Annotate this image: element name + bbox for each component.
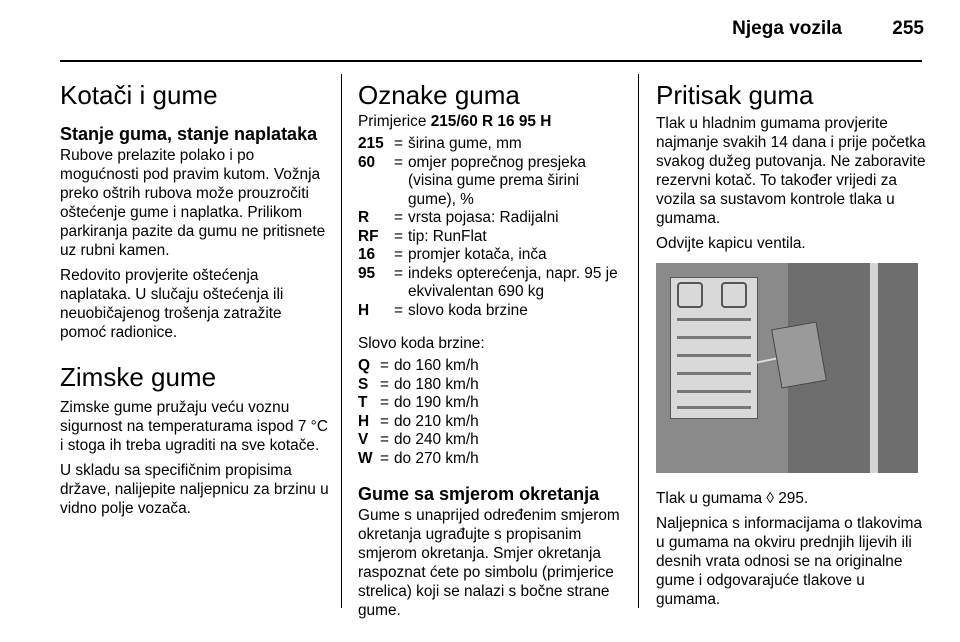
definition-separator: = [394, 153, 403, 171]
header-title: Njega vozila [732, 18, 842, 39]
header-rule [60, 60, 922, 62]
paragraph-pressure-label: Naljepnica s informacijama o tlakovima u gumama na okviru prednjih lijevih ili desnih vrata odnosi se na originalne gume i odgovarajuće tlakove u gumama. [656, 515, 923, 608]
definition-value: omjer poprečnog presjeka (visina gume prema širini gume), % [408, 153, 586, 208]
definition-value: slovo koda brzine [408, 301, 528, 319]
definition-key: W [358, 449, 373, 467]
definition-key: T [358, 394, 368, 411]
section-title-wheels-tyres: Kotači i gume [60, 80, 218, 110]
paragraph-directional: Gume s unaprijed određenim smjerom okretanja ugrađujte s propisanim smjerom okretanja. Smjer okretanja raspoznat ćete po simbolu (primjerice strelica) koji se nalazi s bočne strane gume. [358, 507, 620, 619]
speed-code-intro: Slovo koda brzine: [358, 335, 485, 352]
definition-separator: = [380, 412, 389, 430]
definition-key: Q [358, 357, 370, 374]
subsection-title-directional: Gume sa smjerom okretanja [358, 484, 600, 504]
marking-example-prefix: Primjerice [358, 113, 431, 130]
definition-key: 16 [358, 246, 376, 263]
definition-separator: = [394, 301, 403, 319]
definition-key: R [358, 209, 370, 226]
speed-code-row [358, 394, 628, 413]
section-title-tyre-markings: Oznake guma [358, 80, 520, 110]
paragraph-condition-1: Rubove prelazite polako i po mogućnosti pod pravim kutom. Vožnja preko oštrih rubova može prouzročiti oštećenje gume i naplatka. Prilikom parkiranja pazite da gumu ne pritisnete uz rubni kamen. [60, 147, 326, 259]
marking-definition-list [358, 135, 628, 320]
paragraph-pressure-2: Odvijte kapicu ventila. [656, 235, 806, 252]
subsection-title-condition: Stanje guma, stanje naplataka [60, 124, 318, 144]
definition-value: vrsta pojasa: Radijalni [408, 209, 559, 226]
definition-key: H [358, 301, 370, 319]
definition-value: do 270 km/h [394, 449, 479, 467]
definition-value: do 240 km/h [394, 431, 479, 448]
definition-value: širina gume, mm [408, 135, 522, 152]
marking-row [358, 246, 628, 265]
definition-separator: = [394, 135, 403, 152]
definition-key: RF [358, 227, 379, 245]
column-divider-2 [638, 74, 639, 608]
column-2 [358, 74, 628, 626]
definition-value: do 210 km/h [394, 412, 479, 430]
definition-key: 60 [358, 153, 376, 171]
paragraph-pressure-ref: Tlak u gumama ◊ 295. [656, 490, 809, 507]
definition-separator: = [380, 449, 389, 467]
definition-separator: = [380, 357, 389, 374]
speed-code-list [358, 357, 628, 468]
speed-code-row [358, 357, 628, 376]
speed-code-row [358, 431, 628, 450]
paragraph-pressure-1: Tlak u hladnim gumama provjerite najmanje svakih 14 dana i prije početka svakog dužeg putovanja. Ne zaboravite rezervni kotač. To također vrijedi za vozila sa sustavom kontrole tlaka u gumama. [656, 115, 926, 227]
page-header [0, 0, 960, 62]
definition-separator: = [394, 264, 403, 282]
definition-value: indeks opterećenja, napr. 95 je ekvivalentan 690 kg [408, 264, 618, 300]
paragraph-winter-1: Zimske gume pružaju veću voznu sigurnost na temperaturama ispod 7 °C i stoga ih treba ugraditi na sve kotače. [60, 399, 328, 454]
marking-row [358, 154, 628, 210]
paragraph-winter-2: U skladu sa specifičnim propisima države, nalijepite naljepnicu za brzinu u vidno polje vozača. [60, 462, 329, 517]
pressure-label-card-illustration [670, 277, 758, 419]
marking-example [358, 112, 628, 131]
definition-value: do 160 km/h [394, 357, 479, 374]
definition-key: 215 [358, 135, 384, 152]
door-edge-illustration [870, 263, 878, 473]
definition-value: tip: RunFlat [408, 227, 487, 245]
definition-separator: = [394, 209, 403, 226]
speed-code-row [358, 376, 628, 395]
definition-separator: = [394, 246, 403, 263]
speed-code-row [358, 413, 628, 432]
paragraph-condition-2: Redovito provjerite oštećenja naplataka. U slučaju oštećenja ili neuobičajenog trošenja zatražite pomoć radionice. [60, 267, 284, 341]
definition-key: H [358, 412, 370, 430]
column-1 [60, 74, 330, 524]
speed-code-row [358, 450, 628, 469]
marking-row [358, 228, 628, 247]
definition-value: promjer kotača, inča [408, 246, 547, 263]
section-title-tyre-pressure: Pritisak guma [656, 80, 814, 110]
definition-separator: = [380, 431, 389, 448]
page-number: 255 [892, 18, 924, 39]
section-title-winter-tyres: Zimske gume [60, 362, 217, 392]
tyre-icon [677, 282, 703, 308]
manual-book-icon [721, 282, 747, 308]
definition-value: do 190 km/h [394, 394, 479, 411]
marking-row [358, 302, 628, 321]
definition-separator: = [380, 375, 389, 393]
definition-separator: = [394, 227, 403, 245]
definition-separator: = [380, 394, 389, 411]
marking-row [358, 265, 628, 302]
marking-row [358, 209, 628, 228]
definition-key: V [358, 431, 369, 448]
marking-example-value: 215/60 R 16 95 H [430, 113, 552, 130]
definition-value: do 180 km/h [394, 375, 479, 393]
marking-row [358, 135, 628, 154]
definition-key: S [358, 375, 369, 393]
column-3 [656, 74, 926, 615]
definition-key: 95 [358, 264, 376, 282]
column-divider-1 [341, 74, 342, 608]
tyre-pressure-label-figure [656, 263, 918, 473]
